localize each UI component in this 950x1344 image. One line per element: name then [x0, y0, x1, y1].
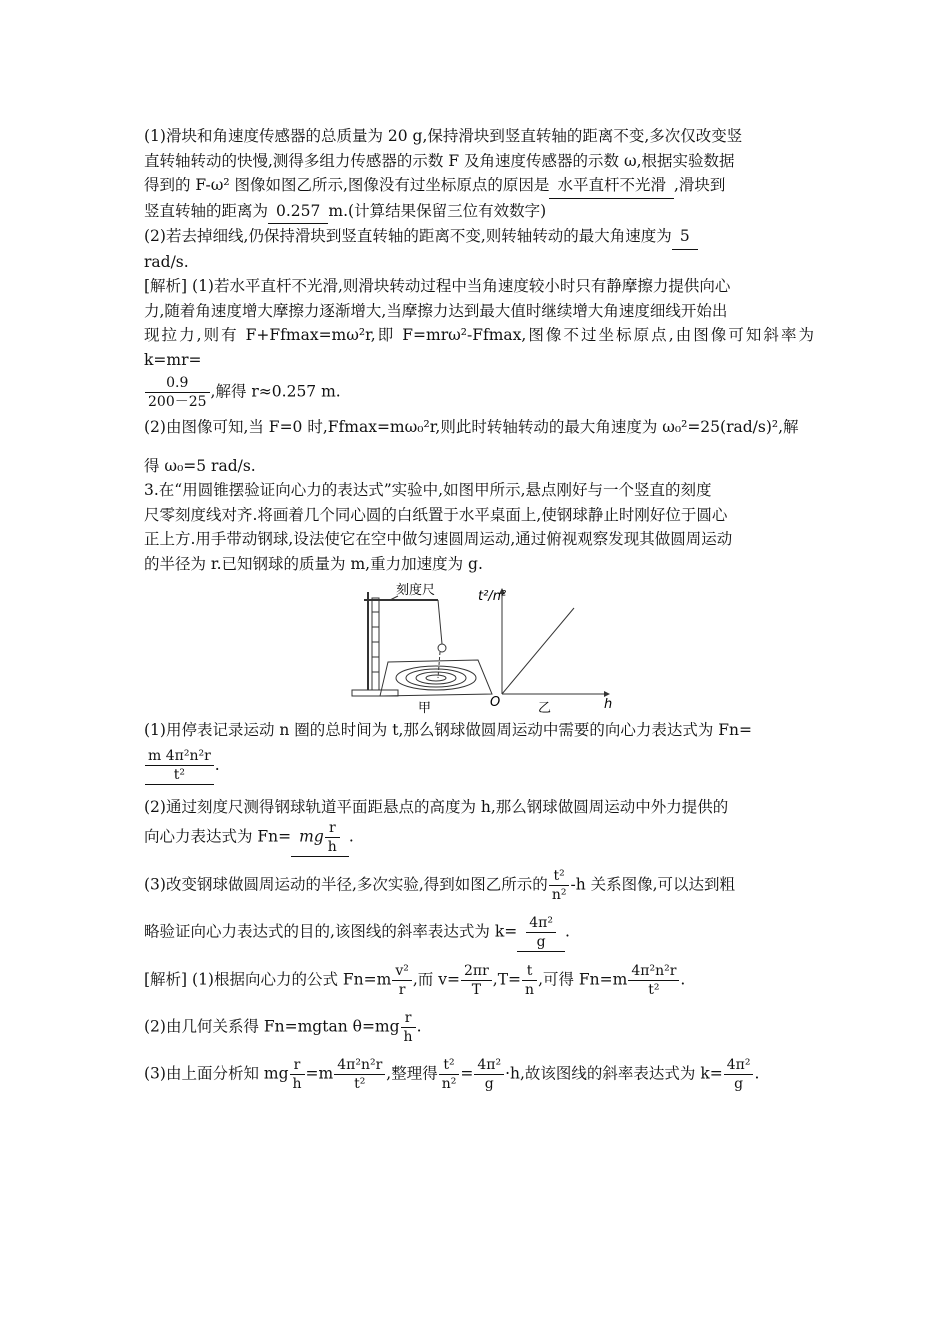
y-axis-label: t²/n²	[478, 589, 507, 604]
origin-label: O	[490, 695, 501, 710]
ruler-label: 刻度尺	[396, 583, 436, 598]
fraction: $\frac{t}{n}$	[522, 962, 537, 999]
figure-yi-label: 乙	[538, 701, 552, 714]
fraction: $\frac{0.9}{200-25}$	[145, 374, 210, 411]
q2-line1: (2)若去掉细线,仍保持滑块到竖直转轴的距离不变,则转轴转动的最大角速度为 5	[144, 224, 814, 250]
figure-row	[144, 582, 814, 714]
fraction: $\frac{\text{4π²n²r}}{\text{t²}}$	[628, 962, 679, 999]
fraction: $\frac{r}{h}$	[401, 1009, 416, 1046]
answer-blank: 水平直杆不光滑	[549, 173, 674, 199]
analysis1-line4: $\frac{0.9}{200-25}$ ,解得 r≈0.257 m.	[144, 374, 814, 411]
q1-line1: (1)滑块和角速度传感器的总质量为 20 g,保持滑块到竖直转轴的距离不变,多次仅改变竖	[144, 127, 743, 145]
fraction: $\frac{\text{t²}}{\text{n²}}$	[439, 1056, 460, 1093]
fraction: $\frac{r}{h}$	[290, 1056, 305, 1093]
q2-line2: rad/s.	[144, 252, 189, 271]
fraction: $\frac{\text{v²}}{r}$	[392, 962, 412, 999]
analysis1-line1: [解析] (1)若水平直杆不光滑,则滑块转动过程中当角速度较小时只有静摩擦力提供向心	[144, 277, 731, 295]
x-axis-label: h	[604, 697, 613, 712]
fraction: $\frac{\text{t²}}{\text{n²}}$	[549, 867, 570, 904]
q3-line4: 的半径为 r.已知钢球的质量为 m,重力加速度为 g.	[144, 554, 483, 573]
q3-3-line2: 略验证向心力表达式的目的,该图线的斜率表达式为 k= $\frac{\text{4π²}}{g}$ .	[144, 915, 570, 950]
fraction: $\frac{\text{4π²}}{g}$	[474, 1056, 504, 1093]
q1-line4: 竖直转轴的距离为 0.257 m.(计算结果保留三位有效数字)	[144, 199, 814, 225]
q3-3-line1: (3)改变钢球做圆周运动的半径,多次实验,得到如图乙所示的 $\frac{\text{t²}}{\text{n²}}$ -h 关系图像,可以达到粗	[144, 868, 736, 903]
figure-yi-graph	[474, 582, 614, 714]
q3-1-answer: $\frac{\text{m 4π²n²r}}{\text{t²}}$ .	[144, 747, 814, 785]
q3-2-line2: 向心力表达式为 Fn= mg $\frac{r}{h}$ .	[144, 820, 354, 855]
analysis3-line1: [解析] (1)根据向心力的公式 Fn=m $\frac{\text{v²}}{r}$ ,而 v= $\frac{2\pi r}{T}$ ,T= $\frac{t}{n}$ ,可得 Fn=m $\frac{\text{4π²n²r}}{\text{t²}}$ .	[144, 963, 686, 998]
figure-jia-label: 甲	[418, 701, 432, 714]
answer-blank	[517, 914, 565, 952]
document-page	[144, 124, 814, 1093]
q3-line3: 正上方.用手带动钢球,设法使它在空中做匀速圆周运动,通过俯视观察发现其做圆周运动	[144, 530, 733, 548]
analysis3-line2: (2)由几何关系得 Fn=mgtan θ=mg $\frac{r}{h}$ .	[144, 1010, 422, 1045]
analysis3-line3: (3)由上面分析知 mg $\frac{r}{h}$ =m $\frac{\text{4π²n²r}}{\text{t²}}$ ,整理得 $\frac{\text{t²}}{\text{n²}}$ = $\frac{\text{4π²}}{g}$ ·h,故该图线的斜率表达式为 k= $\frac{\text{4π²}}{g}$ .	[144, 1057, 760, 1092]
analysis1-line5: (2)由图像可知,当 F=0 时,Ffmax=mω₀²r,则此时转轴转动的最大角速度为 ω₀²=25(rad/s)²,解	[144, 418, 799, 436]
fraction: $\frac{\text{4π²n²r}}{\text{t²}}$	[334, 1056, 385, 1093]
analysis1-line2: 力,随着角速度增大摩擦力逐渐增大,当摩擦力达到最大值时继续增大角速度细线开始出	[144, 301, 728, 320]
answer-blank: 5	[672, 224, 698, 250]
q1-line3: 得到的 F-ω² 图像如图乙所示,图像没有过坐标原点的原因是 水平直杆不光滑 ,滑块到	[144, 173, 814, 199]
fraction: $\frac{2\pi r}{T}$	[461, 962, 492, 999]
analysis1-line6: 得 ω₀=5 rad/s.	[144, 456, 256, 475]
answer-blank: 0.257	[268, 199, 328, 225]
fraction: $\frac{r}{h}$	[325, 819, 340, 856]
q3-2-line1: (2)通过刻度尺测得钢球轨道平面距悬点的高度为 h,那么钢球做圆周运动中外力提供的	[144, 797, 729, 816]
analysis1-line3: 现拉力,则有 F+Ffmax=mω²r,即 F=mrω²-Ffmax,图像不过坐标原点,由图像可知斜率为 k=mr=	[144, 326, 814, 369]
q3-1-line1: (1)用停表记录运动 n 圈的总时间为 t,那么钢球做圆周运动中需要的向心力表达式为 Fn=	[144, 721, 753, 739]
fraction: $\frac{\text{4π²}}{g}$	[526, 914, 556, 951]
q3-line1: 3.在“用圆锥摆验证向心力的表达式”实验中,如图甲所示,悬点刚好与一个竖直的刻度	[144, 481, 712, 499]
answer-blank: mg $\frac{r}{h}$	[291, 819, 349, 857]
fraction: $\frac{\text{4π²}}{g}$	[724, 1056, 754, 1093]
q3-line2: 尺零刻度线对齐.将画着几个同心圆的白纸置于水平桌面上,使钢球静止时刚好位于圆心	[144, 505, 728, 524]
answer-fraction: $\frac{\text{m 4π²n²r}}{\text{t²}}$	[145, 747, 214, 785]
q1-line2: 直转轴转动的快慢,测得多组力传感器的示数 F 及角速度传感器的示数 ω,根据实验数据	[144, 151, 735, 170]
graph-line	[502, 608, 574, 694]
